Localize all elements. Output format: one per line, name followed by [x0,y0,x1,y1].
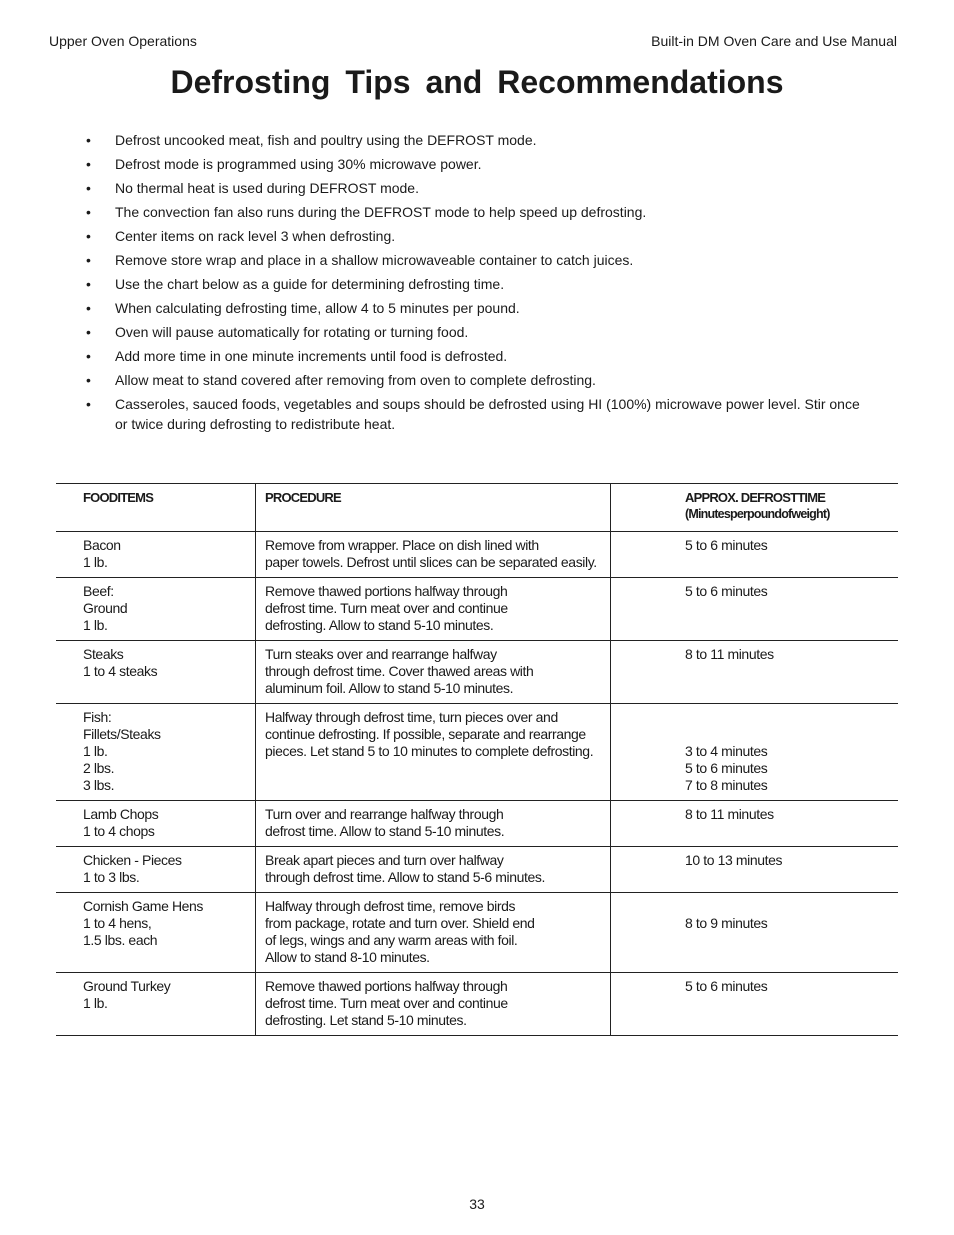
procedure-cell-line: Break apart pieces and turn over halfway [265,852,504,868]
bullet-icon: • [86,252,91,268]
bullet-icon: • [86,300,91,316]
table-row [56,532,898,578]
food-cell [56,641,256,704]
procedure-cell-line: from package, rotate and turn over. Shield end [265,915,535,931]
food-cell [56,578,256,641]
tip-text: Allow meat to stand covered after removing from oven to complete defrosting. [115,372,596,388]
procedure-cell-line: Turn over and rearrange halfway through [265,806,504,822]
list-item [86,346,876,366]
food-cell-line: Fish: [83,709,112,725]
procedure-cell [256,893,611,973]
food-cell-line: 1 lb. [83,617,108,633]
procedure-cell-line: Remove thawed portions halfway through [265,978,508,994]
food-cell [56,893,256,973]
procedure-cell-line: Remove thawed portions halfway through [265,583,508,599]
tip-text: When calculating defrosting time, allow 4 to 5 minutes per pound. [115,300,520,316]
food-cell-line: Lamb Chops [83,806,159,822]
bullet-icon: • [86,372,91,388]
time-cell-line [685,726,898,743]
list-item [86,178,876,198]
time-cell-line: 8 to 11 minutes [685,806,774,822]
table-header-row [56,484,898,532]
procedure-cell-line: of legs, wings and any warm areas with foil. [265,932,518,948]
food-cell-line: Cornish Game Hens [83,898,204,914]
time-cell-line: 5 to 6 minutes [685,760,768,776]
list-item [86,250,876,270]
time-cell-line: 5 to 6 minutes [685,978,768,994]
time-cell-line: 3 to 4 minutes [685,743,768,759]
table-body [56,532,898,1036]
list-item [86,130,876,150]
procedure-cell-line: aluminum foil. Allow to stand 5-10 minutes. [265,680,514,696]
procedure-cell-line: through defrost time. Cover thawed areas with [265,663,534,679]
bullet-icon: • [86,228,91,244]
tip-text: The convection fan also runs during the DEFROST mode to help speed up defrosting. [115,204,647,220]
bullet-icon: • [86,180,91,196]
time-cell [611,973,899,1036]
table-row [56,847,898,893]
table-row [56,704,898,801]
tip-text: Casseroles, sauced foods, vegetables and soups should be defrosted using HI (100%) microwave power level. Stir once or twice during defrosting to redistribute heat. [115,396,860,432]
time-cell-line [685,709,898,726]
time-cell [611,532,899,578]
procedure-cell-line: defrost time. Turn meat over and continue [265,995,508,1011]
procedure-cell [256,578,611,641]
food-cell [56,704,256,801]
header-defrost-time-label: APPROX. DEFROSTTIME [685,490,826,505]
time-cell-line: 8 to 11 minutes [685,646,774,662]
food-cell-line: 1 lb. [83,554,108,570]
food-cell [56,532,256,578]
procedure-cell-line: Halfway through defrost time, turn pieces over and [265,709,558,725]
procedure-cell [256,641,611,704]
food-cell-line: Ground Turkey [83,978,171,994]
procedure-cell [256,973,611,1036]
time-cell-line: 5 to 6 minutes [685,537,768,553]
procedure-cell-line: pieces. Let stand 5 to 10 minutes to complete defrosting. [265,743,594,759]
procedure-cell [256,847,611,893]
header-procedure: PROCEDURE [256,484,611,532]
table-row [56,801,898,847]
time-cell [611,578,899,641]
time-cell [611,704,899,801]
procedure-cell-line: defrost time. Allow to stand 5-10 minutes. [265,823,505,839]
table-row [56,893,898,973]
tip-text: Center items on rack level 3 when defrosting. [115,228,396,244]
food-cell-line: 1 lb. [83,743,108,759]
header-food-items: FOODITEMS [83,490,154,505]
list-item [86,394,876,434]
food-cell-line: 1 to 4 hens, [83,915,152,931]
manual-title-header: Built-in DM Oven Care and Use Manual [651,33,897,49]
time-cell-line: 7 to 8 minutes [685,777,768,793]
procedure-cell-line: Remove from wrapper. Place on dish lined with [265,537,539,553]
bullet-icon: • [86,132,91,148]
food-cell [56,801,256,847]
procedure-cell [256,801,611,847]
list-item [86,298,876,318]
food-cell-line: Ground [83,600,128,616]
tips-list [86,130,876,438]
header-defrost-time [611,484,899,532]
tip-text: Remove store wrap and place in a shallow microwaveable container to catch juices. [115,252,634,268]
procedure-cell [256,532,611,578]
section-header: Upper Oven Operations [49,33,197,49]
bullet-icon: • [86,156,91,172]
tip-text: Defrost uncooked meat, fish and poultry using the DEFROST mode. [115,132,537,148]
tip-text: Add more time in one minute increments until food is defrosted. [115,348,508,364]
food-cell-line: Bacon [83,537,121,553]
food-cell-line: 2 lbs. [83,760,115,776]
table-row [56,973,898,1036]
page-number: 33 [469,1196,485,1212]
bullet-icon: • [86,396,91,412]
bullet-icon: • [86,204,91,220]
food-cell-line: 1 lb. [83,995,108,1011]
bullet-icon: • [86,276,91,292]
food-cell [56,973,256,1036]
time-cell [611,641,899,704]
tip-text: Defrost mode is programmed using 30% microwave power. [115,156,482,172]
procedure-cell-line: Allow to stand 8-10 minutes. [265,949,430,965]
food-cell-line: Chicken - Pieces [83,852,182,868]
procedure-cell [256,704,611,801]
food-cell-line: 1 to 4 steaks [83,663,158,679]
procedure-cell-line: paper towels. Defrost until slices can be separated easily. [265,554,597,570]
procedure-cell-line: defrosting. Let stand 5-10 minutes. [265,1012,467,1028]
bullet-icon: • [86,348,91,364]
time-cell-line: 8 to 9 minutes [685,915,768,931]
list-item [86,226,876,246]
procedure-cell-line: defrosting. Allow to stand 5-10 minutes. [265,617,494,633]
tip-text: Use the chart below as a guide for determining defrosting time. [115,276,505,292]
time-cell [611,847,899,893]
list-item [86,154,876,174]
table-row [56,641,898,704]
food-cell-line: Fillets/Steaks [83,726,161,742]
table-row [56,578,898,641]
food-cell-line: Beef: [83,583,114,599]
list-item [86,322,876,342]
food-cell-line: 3 lbs. [83,777,115,793]
bullet-icon: • [86,324,91,340]
list-item [86,274,876,294]
time-cell-line: 10 to 13 minutes [685,852,783,868]
tip-text: No thermal heat is used during DEFROST mode. [115,180,419,196]
list-item [86,202,876,222]
procedure-cell-line: Turn steaks over and rearrange halfway [265,646,497,662]
food-cell [56,847,256,893]
page-title: Defrosting Tips and Recommendations [170,64,784,100]
header-defrost-time-sub: (Minutesperpoundofweight) [685,507,830,521]
food-cell-line: 1 to 4 chops [83,823,155,839]
time-cell [611,893,899,973]
tip-text: Oven will pause automatically for rotating or turning food. [115,324,469,340]
list-item [86,370,876,390]
time-cell-line: 5 to 6 minutes [685,583,768,599]
food-cell-line: 1.5 lbs. each [83,932,158,948]
time-cell-line [685,898,898,915]
food-cell-line: 1 to 3 lbs. [83,869,140,885]
procedure-cell-line: defrost time. Turn meat over and continue [265,600,508,616]
procedure-cell-line: Halfway through defrost time, remove birds [265,898,516,914]
defrost-chart-table [56,483,898,1036]
procedure-cell-line: continue defrosting. If possible, separate and rearrange [265,726,586,742]
food-cell-line: Steaks [83,646,124,662]
time-cell [611,801,899,847]
procedure-cell-line: through defrost time. Allow to stand 5-6 minutes. [265,869,545,885]
